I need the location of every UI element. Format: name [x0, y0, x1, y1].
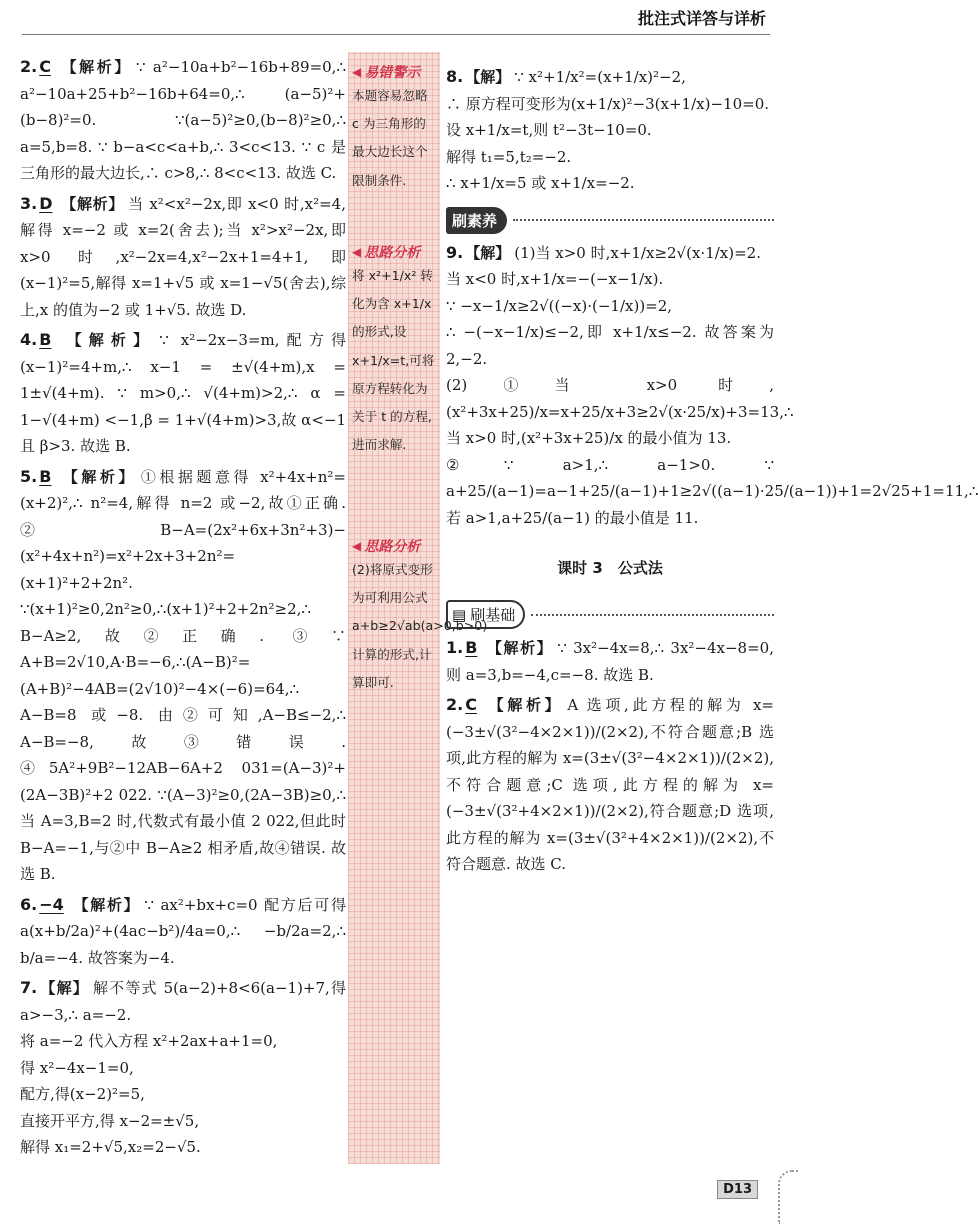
basic-question-1 [446, 635, 774, 688]
analysis-tag: 【解析】 [71, 895, 141, 914]
solution-line: 配方,得(x−2)²=5, [20, 1085, 145, 1103]
note-text: (2)将原式变形为可利用公式 a+b≥2√ab(a>0,b>0)计算的形式,计算即可. [352, 562, 488, 690]
solution-text: ∵ a²−10a+b²−16b+89=0,∴ a²−10a+25+b²−16b+64=0,∴ (a−5)²+(b−8)²=0. ∵(a−5)²≥0,(b−8)²≥0,∴ a=5,b=8. ∵ b−a<c<a+b,∴ 3<c<13. ∵ c 是三角形的最大边长,∴ c>8,∴ 8<c<13. 故选 C. [20, 58, 346, 182]
solution-line: ∴ −(−x−1/x)≤−2,即 x+1/x≤−2. 故答案为 2,−2. [446, 323, 774, 368]
solution-tag: 【解】 [465, 68, 511, 86]
answer-choice: C [39, 57, 51, 76]
solution-line: 直接开平方,得 x−2=±√5, [20, 1111, 200, 1130]
solution-line: 解得 t₁=5,t₂=−2. [446, 147, 572, 166]
solution-line: 当 x<0 时,x+1/x=−(−x−1/x). [446, 270, 664, 288]
solution-text: ∵ 3x²−4x=8,∴ 3x²−4x−8=0,则 a=3,b=−4,c=−8. 故选 B. [446, 639, 774, 684]
question-6 [20, 892, 346, 972]
basic-question-2 [446, 692, 774, 878]
note-title: 易错警示 [364, 65, 421, 81]
right-column [446, 64, 978, 882]
analysis-tag: 【解析】 [484, 696, 564, 714]
question-number: 2. [20, 57, 38, 76]
solution-line: 得 x²−4x−1=0, [20, 1058, 134, 1077]
question-number: 3. [20, 193, 38, 213]
solution-tag: 【解】 [39, 979, 89, 997]
solution-line: ∵ x²+1/x²=(x+1/x)²−2, [514, 68, 686, 86]
section-label: 刷素养 [446, 207, 507, 234]
sidebar-note-mistake-warning [352, 62, 436, 195]
lesson-title: 课时 3 公式法 [557, 559, 663, 577]
book-icon: ▤ [452, 605, 467, 624]
question-7 [20, 975, 346, 1161]
question-number: 5. [20, 466, 38, 486]
dotted-rule [513, 219, 774, 221]
arrow-icon: ◀ [352, 245, 362, 259]
question-3 [20, 191, 346, 324]
analysis-tag: 【解析】 [59, 331, 156, 349]
solution-text: ∵ ax²+bx+c=0 配方后可得 a(x+b/2a)²+(4ac−b²)/4a=0,∴ −b/2a=2,∴ b/a=−4. 故答案为−4. [20, 895, 346, 967]
corner-decoration [778, 1170, 798, 1224]
solution-line: 解得 x₁=2+√5,x₂=2−√5. [20, 1138, 201, 1156]
question-number: 4. [20, 330, 38, 349]
solution-text: ∵ x²−2x−3=m,配方得(x−1)²=4+m,∴ x−1 = ±√(4+m),x = 1±√(4+m). ∵ m>0,∴ √(4+m)>2,∴ α = 1−√(4+m) <−1,β = 1+√(4+m)>3,故 α<−1 且 β>3. 故选 B. [20, 331, 346, 455]
analysis-tag: 【解析】 [485, 639, 554, 657]
note-text: 将 x²+1/x² 转化为含 x+1/x 的形式,设 x+1/x=t,可将原方程转化为关于 t 的方程,进而求解. [352, 268, 435, 453]
arrow-icon: ◀ [352, 65, 362, 79]
arrow-icon: ◀ [352, 539, 362, 553]
solution-line: ∵ −x−1/x≥2√((−x)·(−1/x))=2, [446, 296, 673, 315]
solution-text: 当 x²<x²−2x,即 x<0 时,x²=4,解得 x=−2 或 x=2(舍去);当 x²>x²−2x,即 x>0 时,x²−2x=4,x²−2x+1=4+1,即(x−1)²=5,解得 x=1+√5 或 x=1−√5(舍去),综上,x 的值为−2 或 1+√5. 故选 D. [20, 194, 346, 319]
answer-choice: D [39, 193, 53, 213]
solution-line: (2)①当 x>0 时,(x²+3x+25)/x=x+25/x+3≥2√(x·25/x)+3=13,∴ 当 x>0 时,(x²+3x+25)/x 的最小值为 13. [446, 376, 794, 447]
header-divider [22, 34, 770, 35]
question-number: 9. [446, 242, 464, 262]
left-column [20, 54, 346, 1165]
analysis-tag: 【解析】 [59, 467, 137, 486]
question-number: 1. [446, 638, 464, 657]
solution-tag: 【解】 [465, 243, 511, 262]
answer-choice: B [465, 638, 478, 657]
answer-choice: C [465, 695, 477, 714]
question-number: 6. [20, 894, 38, 914]
note-title: 思路分析 [364, 539, 421, 555]
solution-line: 将 a=−2 代入方程 x²+2ax+a+1=0, [20, 1032, 278, 1050]
sidebar-note-approach-1 [352, 242, 436, 459]
question-number: 7. [20, 978, 38, 997]
dotted-rule [531, 614, 774, 616]
answer-choice: −4 [39, 894, 64, 914]
question-number: 8. [446, 67, 464, 86]
question-number: 2. [446, 695, 464, 714]
solution-line: (1)当 x>0 时,x+1/x≥2√(x·1/x)=2. [514, 243, 761, 262]
question-9 [446, 240, 978, 532]
note-text: 本题容易忽略 c 为三角形的最大边长这个限制条件. [352, 88, 428, 188]
solution-line: ②∵ a>1,∴ a−1>0. ∵ a+25/(a−1)=a−1+25/(a−1)+1≥2√((a−1)·25/(a−1))+1=2√25+1=11,∴ 若 a>1,a+25/(a−1) 的最小值是 11. [446, 455, 978, 527]
question-2 [20, 54, 346, 187]
solution-text: A 选项,此方程的解为 x=(−3±√(3²−4×2×1))/(2×2),不符合题意;B 选项,此方程的解为 x=(3±√(3²−4×2×1))/(2×2),不符合题意;C 选项,此方程的解为 x=(−3±√(3²+4×2×1))/(2×2),符合题意;D 选项,此方程的解为 x=(3±√(3²+4×2×1))/(2×2),不符合题意. 故选 C. [446, 696, 774, 873]
section-heading-basics [446, 600, 774, 629]
question-8 [446, 64, 774, 197]
answer-choice: B [39, 466, 52, 486]
answer-choice: B [39, 330, 52, 349]
question-4 [20, 327, 346, 460]
page-number: D13 [717, 1180, 758, 1199]
section-label: 刷基础 [470, 606, 516, 624]
page-header: 批注式详答与详析 [637, 9, 766, 28]
solution-line: ∴ 原方程可变形为(x+1/x)²−3(x+1/x)−10=0. [446, 94, 770, 113]
solution-text: ①根据题意得 x²+4x+n²=(x+2)²,∴ n²=4,解得 n=2 或−2,故①正确. ②B−A=(2x²+6x+3n²+3)−(x²+4x+n²)=x²+2x+3+2n²=(x+1)²+2+2n². ∵(x+1)²≥0,2n²≥0,∴(x+1)²+2+2n²≥2,∴ B−A≥2,故②正确. ③∵ A+B=2√10,A·B=−6,∴(A−B)²=(A+B)²−4AB=(2√10)²−4×(−6)=64,∴ A−B=8 或−8. 由②可知,A−B≤−2,∴ A−B=−8,故③错误. ④5A²+9B²−12AB−6A+2 031=(A−3)²+(2A−3B)²+2 022. ∵(A−3)²≥0,(2A−3B)≥0,∴ 当 A=3,B=2 时,代数式有最小值 2 022,但此时 B−A=−1,与②中 B−A≥2 相矛盾,故④错误. 故选 B. [20, 467, 346, 883]
analysis-tag: 【解析】 [58, 58, 132, 76]
solution-line: 设 x+1/x=t,则 t²−3t−10=0. [446, 121, 652, 139]
section-heading-literacy [446, 207, 774, 234]
analysis-tag: 【解析】 [60, 194, 125, 213]
solution-line: 解不等式 5(a−2)+8<6(a−1)+7,得 a>−3,∴ a=−2. [20, 979, 346, 1024]
note-title: 思路分析 [364, 245, 421, 261]
solution-line: ∴ x+1/x=5 或 x+1/x=−2. [446, 174, 635, 192]
sidebar-note-approach-2 [352, 536, 488, 697]
question-5 [20, 464, 346, 888]
